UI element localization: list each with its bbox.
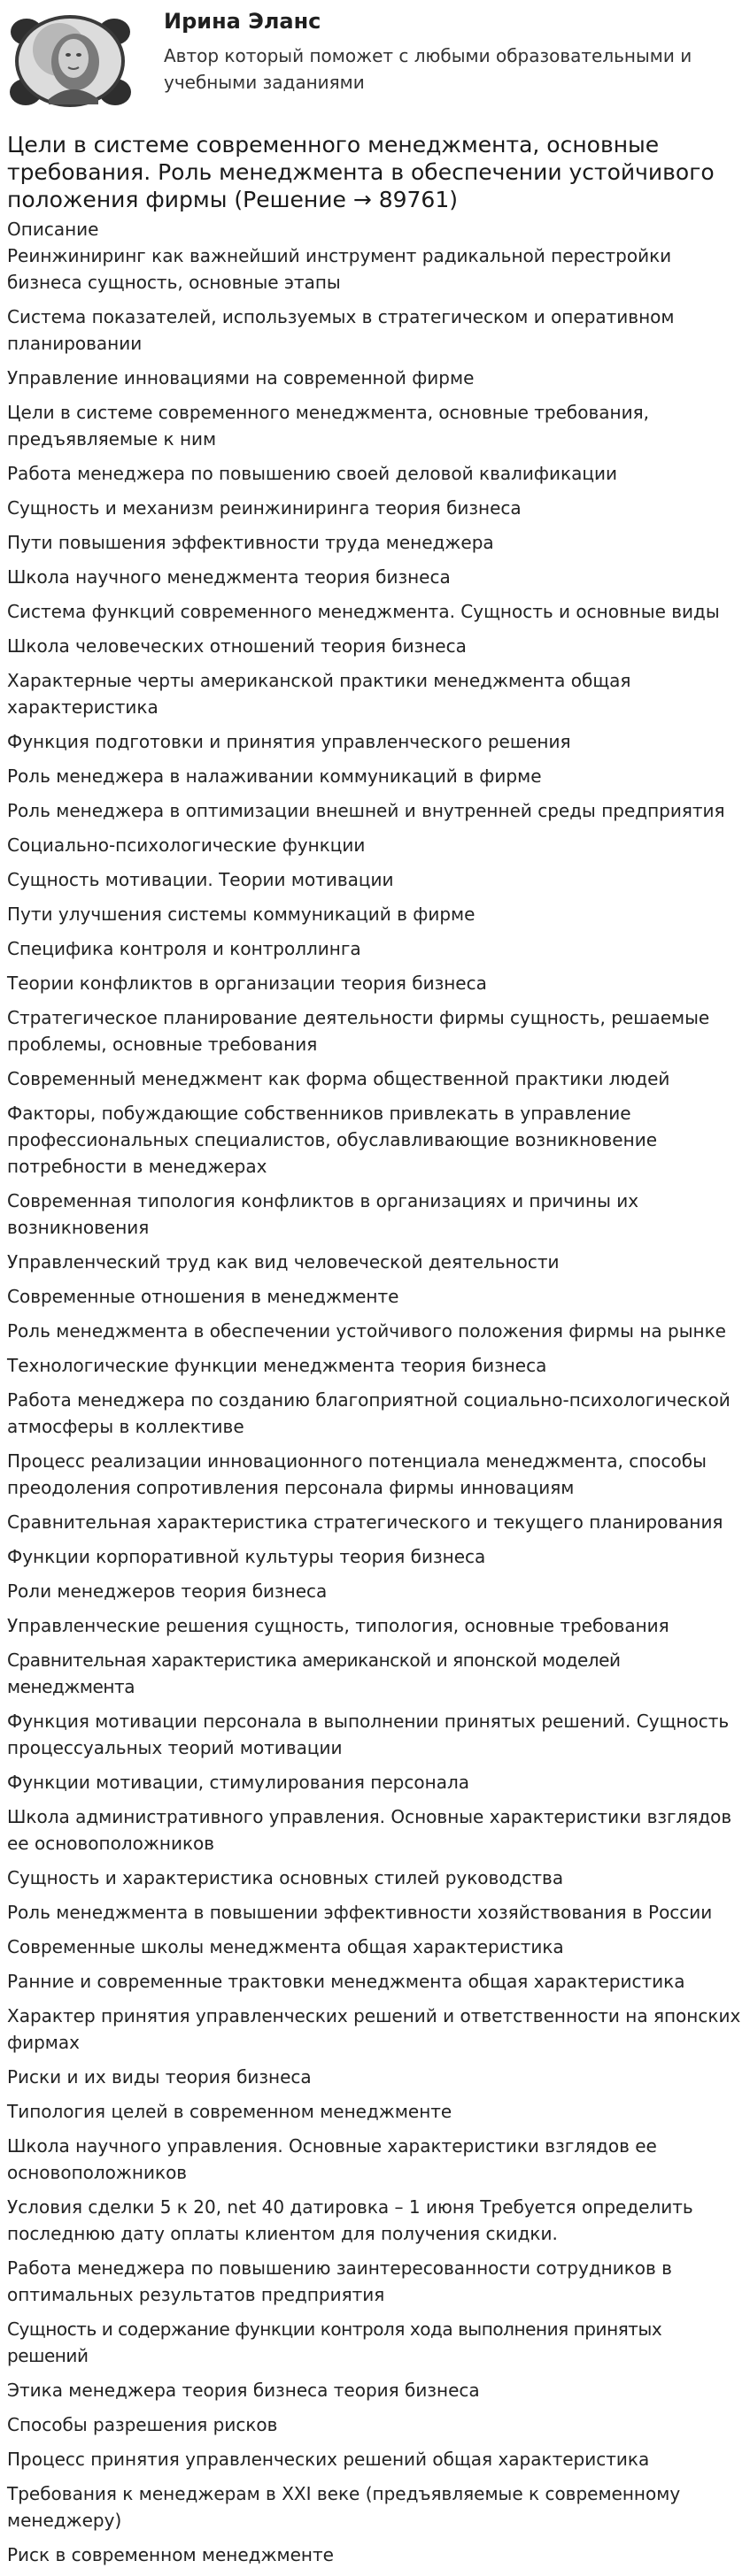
related-item[interactable]: Современная типология конфликтов в организациях и причины их возникновения: [7, 1190, 639, 1238]
related-item[interactable]: Цели в системе современного менеджмента, основные требования, предъявляемые к ним: [7, 402, 650, 450]
page-title: Цели в системе современного менеджмента, основные требования. Роль менеджмента в обеспечении устойчивого положения фирмы (Решение → 89761): [7, 132, 715, 212]
related-item[interactable]: Школа научного управления. Основные характеристики взглядов ее основоположников: [7, 2135, 657, 2183]
author-avatar[interactable]: [6, 11, 135, 112]
related-item[interactable]: Функции корпоративной культуры теория бизнеса: [7, 1546, 486, 1567]
related-item[interactable]: Система показателей, используемых в стратегическом и оперативном планировании: [7, 306, 675, 354]
related-item[interactable]: Сущность и содержание функции контроля хода выполнения принятых решений: [7, 2318, 662, 2366]
related-item[interactable]: Этика менеджера теория бизнеса теория бизнеса: [7, 2380, 480, 2401]
related-item[interactable]: Функции мотивации, стимулирования персонала: [7, 1772, 469, 1793]
related-item[interactable]: Специфика контроля и контроллинга: [7, 938, 361, 959]
related-item[interactable]: Ранние и современные трактовки менеджмента общая характеристика: [7, 1971, 685, 1992]
related-item[interactable]: Роль менеджера в налаживании коммуникаций в фирме: [7, 765, 542, 787]
related-item[interactable]: Пути повышения эффективности труда менеджера: [7, 532, 494, 553]
related-item[interactable]: Социально-психологические функции: [7, 834, 366, 856]
related-item[interactable]: Современный менеджмент как форма общественной практики людей: [7, 1068, 670, 1089]
author-header: [0, 0, 750, 124]
related-item[interactable]: Управленческие решения сущность, типология, основные требования: [7, 1615, 669, 1636]
related-item[interactable]: Работа менеджера по повышению заинтересованности сотрудников в оптимальных результатов предприятия: [7, 2257, 672, 2305]
related-item[interactable]: Работа менеджера по повышению своей деловой квалификации: [7, 463, 617, 484]
related-item[interactable]: Управленческий труд как вид человеческой деятельности: [7, 1251, 560, 1273]
related-item[interactable]: Сравнительная характеристика стратегического и текущего планирования: [7, 1511, 723, 1533]
related-item[interactable]: Требования к менеджерам в XXI веке (предъявляемые к современному менеджеру): [7, 2483, 681, 2531]
related-item[interactable]: Технологические функции менеджмента теория бизнеса: [7, 1355, 547, 1376]
related-item[interactable]: Работа менеджера по созданию благоприятной социально-психологической атмосферы в коллективе: [7, 1389, 731, 1437]
related-item[interactable]: Современные отношения в менеджменте: [7, 1286, 399, 1307]
related-item[interactable]: Способы разрешения рисков: [7, 2414, 278, 2435]
related-item[interactable]: Типология целей в современном менеджменте: [7, 2101, 452, 2122]
related-item[interactable]: Пути улучшения системы коммуникаций в фирме: [7, 904, 476, 925]
related-item[interactable]: Риск в современном менеджменте: [7, 2544, 334, 2565]
related-item[interactable]: Роль менеджера в оптимизации внешней и внутренней среды предприятия: [7, 800, 725, 821]
related-item[interactable]: Школа административного управления. Основные характеристики взглядов ее основоположников: [7, 1806, 732, 1854]
related-item[interactable]: Характерные черты американской практики менеджмента общая характеристика: [7, 670, 631, 718]
related-item[interactable]: Школа человеческих отношений теория бизнеса: [7, 635, 467, 657]
related-item[interactable]: Риски и их виды теория бизнеса: [7, 2066, 312, 2088]
author-name[interactable]: Ирина Эланс: [164, 9, 321, 34]
related-item[interactable]: Сущность мотивации. Теории мотивации: [7, 869, 394, 890]
related-item[interactable]: Роль менеджмента в обеспечении устойчивого положения фирмы на рынке: [7, 1320, 726, 1342]
related-list: [0, 242, 750, 2576]
related-item[interactable]: Теории конфликтов в организации теория бизнеса: [7, 973, 487, 994]
related-item[interactable]: Управление инновациями на современной фирме: [7, 367, 475, 388]
related-item[interactable]: Процесс принятия управленческих решений общая характеристика: [7, 2449, 650, 2470]
related-item[interactable]: Система функций современного менеджмента. Сущность и основные виды: [7, 601, 720, 622]
related-item[interactable]: Сравнительная характеристика американской и японской моделей менеджмента: [7, 1649, 621, 1697]
related-item[interactable]: Стратегическое планирование деятельности фирмы сущность, решаемые проблемы, основные требования: [7, 1007, 710, 1055]
description-label: Описание: [7, 219, 99, 240]
related-item[interactable]: Сущность и механизм реинжиниринга теория бизнеса: [7, 497, 522, 519]
related-item[interactable]: Реинжиниринг как важнейший инструмент радикальной перестройки бизнеса сущность, основные этапы: [7, 245, 672, 293]
related-item[interactable]: Школа научного менеджмента теория бизнеса: [7, 566, 451, 588]
related-item[interactable]: Факторы, побуждающие собственников привлекать в управление профессиональных специалистов, обуславливающие возникновение потребности в менеджерах: [7, 1103, 657, 1177]
related-item[interactable]: Роли менеджеров теория бизнеса: [7, 1580, 328, 1602]
related-item[interactable]: Функция подготовки и принятия управленческого решения: [7, 731, 571, 752]
related-item[interactable]: Современные школы менеджмента общая характеристика: [7, 1936, 564, 1957]
related-item[interactable]: Характер принятия управленческих решений и ответственности на японских фирмах: [7, 2005, 741, 2053]
related-item[interactable]: Функция мотивации персонала в выполнении принятых решений. Сущность процессуальных теорий мотивации: [7, 1711, 730, 1758]
related-item[interactable]: Процесс реализации инновационного потенциала менеджмента, способы преодоления сопротивления персонала фирмы инновациям: [7, 1450, 707, 1498]
related-item[interactable]: Роль менеджмента в повышении эффективности хозяйствования в России: [7, 1902, 713, 1923]
related-item[interactable]: Условия сделки 5 к 20, net 40 датировка – 1 июня Требуется определить последнюю дату оплаты клиентом для получения скидки.: [7, 2196, 693, 2244]
related-item[interactable]: Сущность и характеристика основных стилей руководства: [7, 1867, 564, 1888]
author-description: Автор который поможет с любыми образовательными и учебными заданиями: [164, 45, 692, 93]
